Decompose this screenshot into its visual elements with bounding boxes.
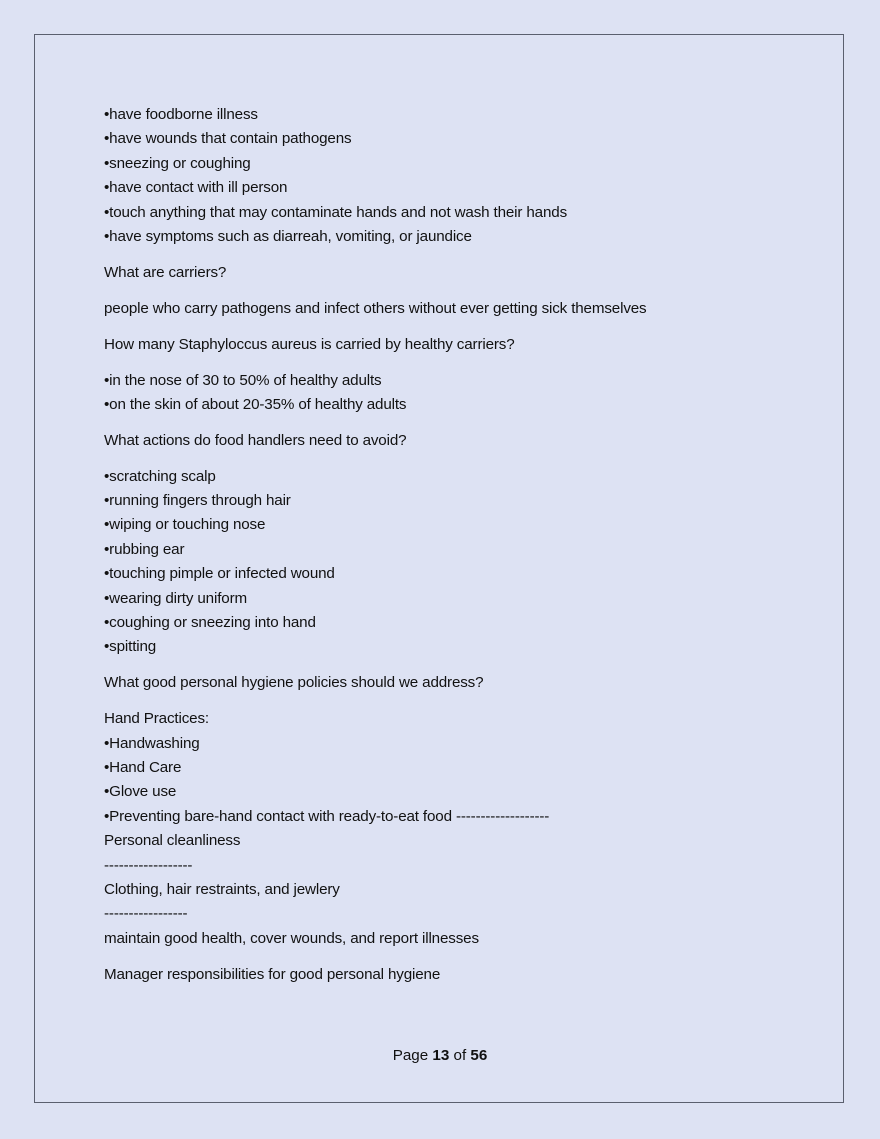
question-staph: How many Staphyloccus aureus is carried by healthy carriers?	[104, 335, 515, 353]
question-policies: What good personal hygiene policies should we address?	[104, 674, 484, 692]
separator-line: -----------------	[104, 905, 188, 923]
list-item: •running fingers through hair	[104, 492, 291, 510]
list-item: •have wounds that contain pathogens	[104, 130, 352, 148]
policy-line: Personal cleanliness	[104, 832, 241, 850]
list-item: •Handwashing	[104, 734, 200, 752]
list-item: •scratching scalp	[104, 467, 216, 485]
page-total: 56	[470, 1047, 488, 1064]
list-item: •Preventing bare-hand contact with ready-to-eat food -------------------	[104, 807, 550, 825]
question-manager: Manager responsibilities for good personal hygiene	[104, 965, 441, 983]
list-item: •sneezing or coughing	[104, 154, 251, 172]
question-avoid: What actions do food handlers need to avoid?	[104, 431, 407, 449]
list-item: •have contact with ill person	[104, 179, 288, 197]
page-of-label: of	[449, 1047, 471, 1064]
list-item: •wiping or touching nose	[104, 516, 266, 534]
list-item: •spitting	[104, 638, 157, 656]
list-item: •Hand Care	[104, 758, 182, 776]
list-item: •in the nose of 30 to 50% of healthy adults	[104, 371, 382, 389]
list-item: •Glove use	[104, 783, 177, 801]
policies-list	[104, 707, 804, 951]
question-carriers: What are carriers?	[104, 263, 227, 281]
list-item: •wearing dirty uniform	[104, 589, 247, 607]
list-item: •have symptoms such as diarreah, vomiting, or jaundice	[104, 227, 472, 245]
answer-carriers: people who carry pathogens and infect others without ever getting sick themselves	[104, 299, 647, 317]
page-content	[104, 103, 804, 987]
page-current: 13	[432, 1047, 450, 1064]
intro-bullet-list	[104, 103, 804, 249]
policy-line: Clothing, hair restraints, and jewlery	[104, 880, 340, 898]
policy-heading: Hand Practices:	[104, 710, 209, 728]
page-number-footer	[0, 1045, 880, 1067]
page-label: Page	[392, 1047, 433, 1064]
avoid-bullet-list	[104, 465, 804, 660]
list-item: •coughing or sneezing into hand	[104, 614, 316, 632]
list-item: •rubbing ear	[104, 540, 185, 558]
list-item: •have foodborne illness	[104, 106, 258, 123]
list-item: •touch anything that may contaminate hands and not wash their hands	[104, 203, 568, 221]
policy-line: maintain good health, cover wounds, and report illnesses	[104, 929, 479, 947]
list-item: •on the skin of about 20-35% of healthy adults	[104, 395, 407, 413]
list-item: •touching pimple or infected wound	[104, 565, 335, 583]
staph-bullet-list	[104, 369, 804, 418]
separator-line: ------------------	[104, 856, 193, 874]
